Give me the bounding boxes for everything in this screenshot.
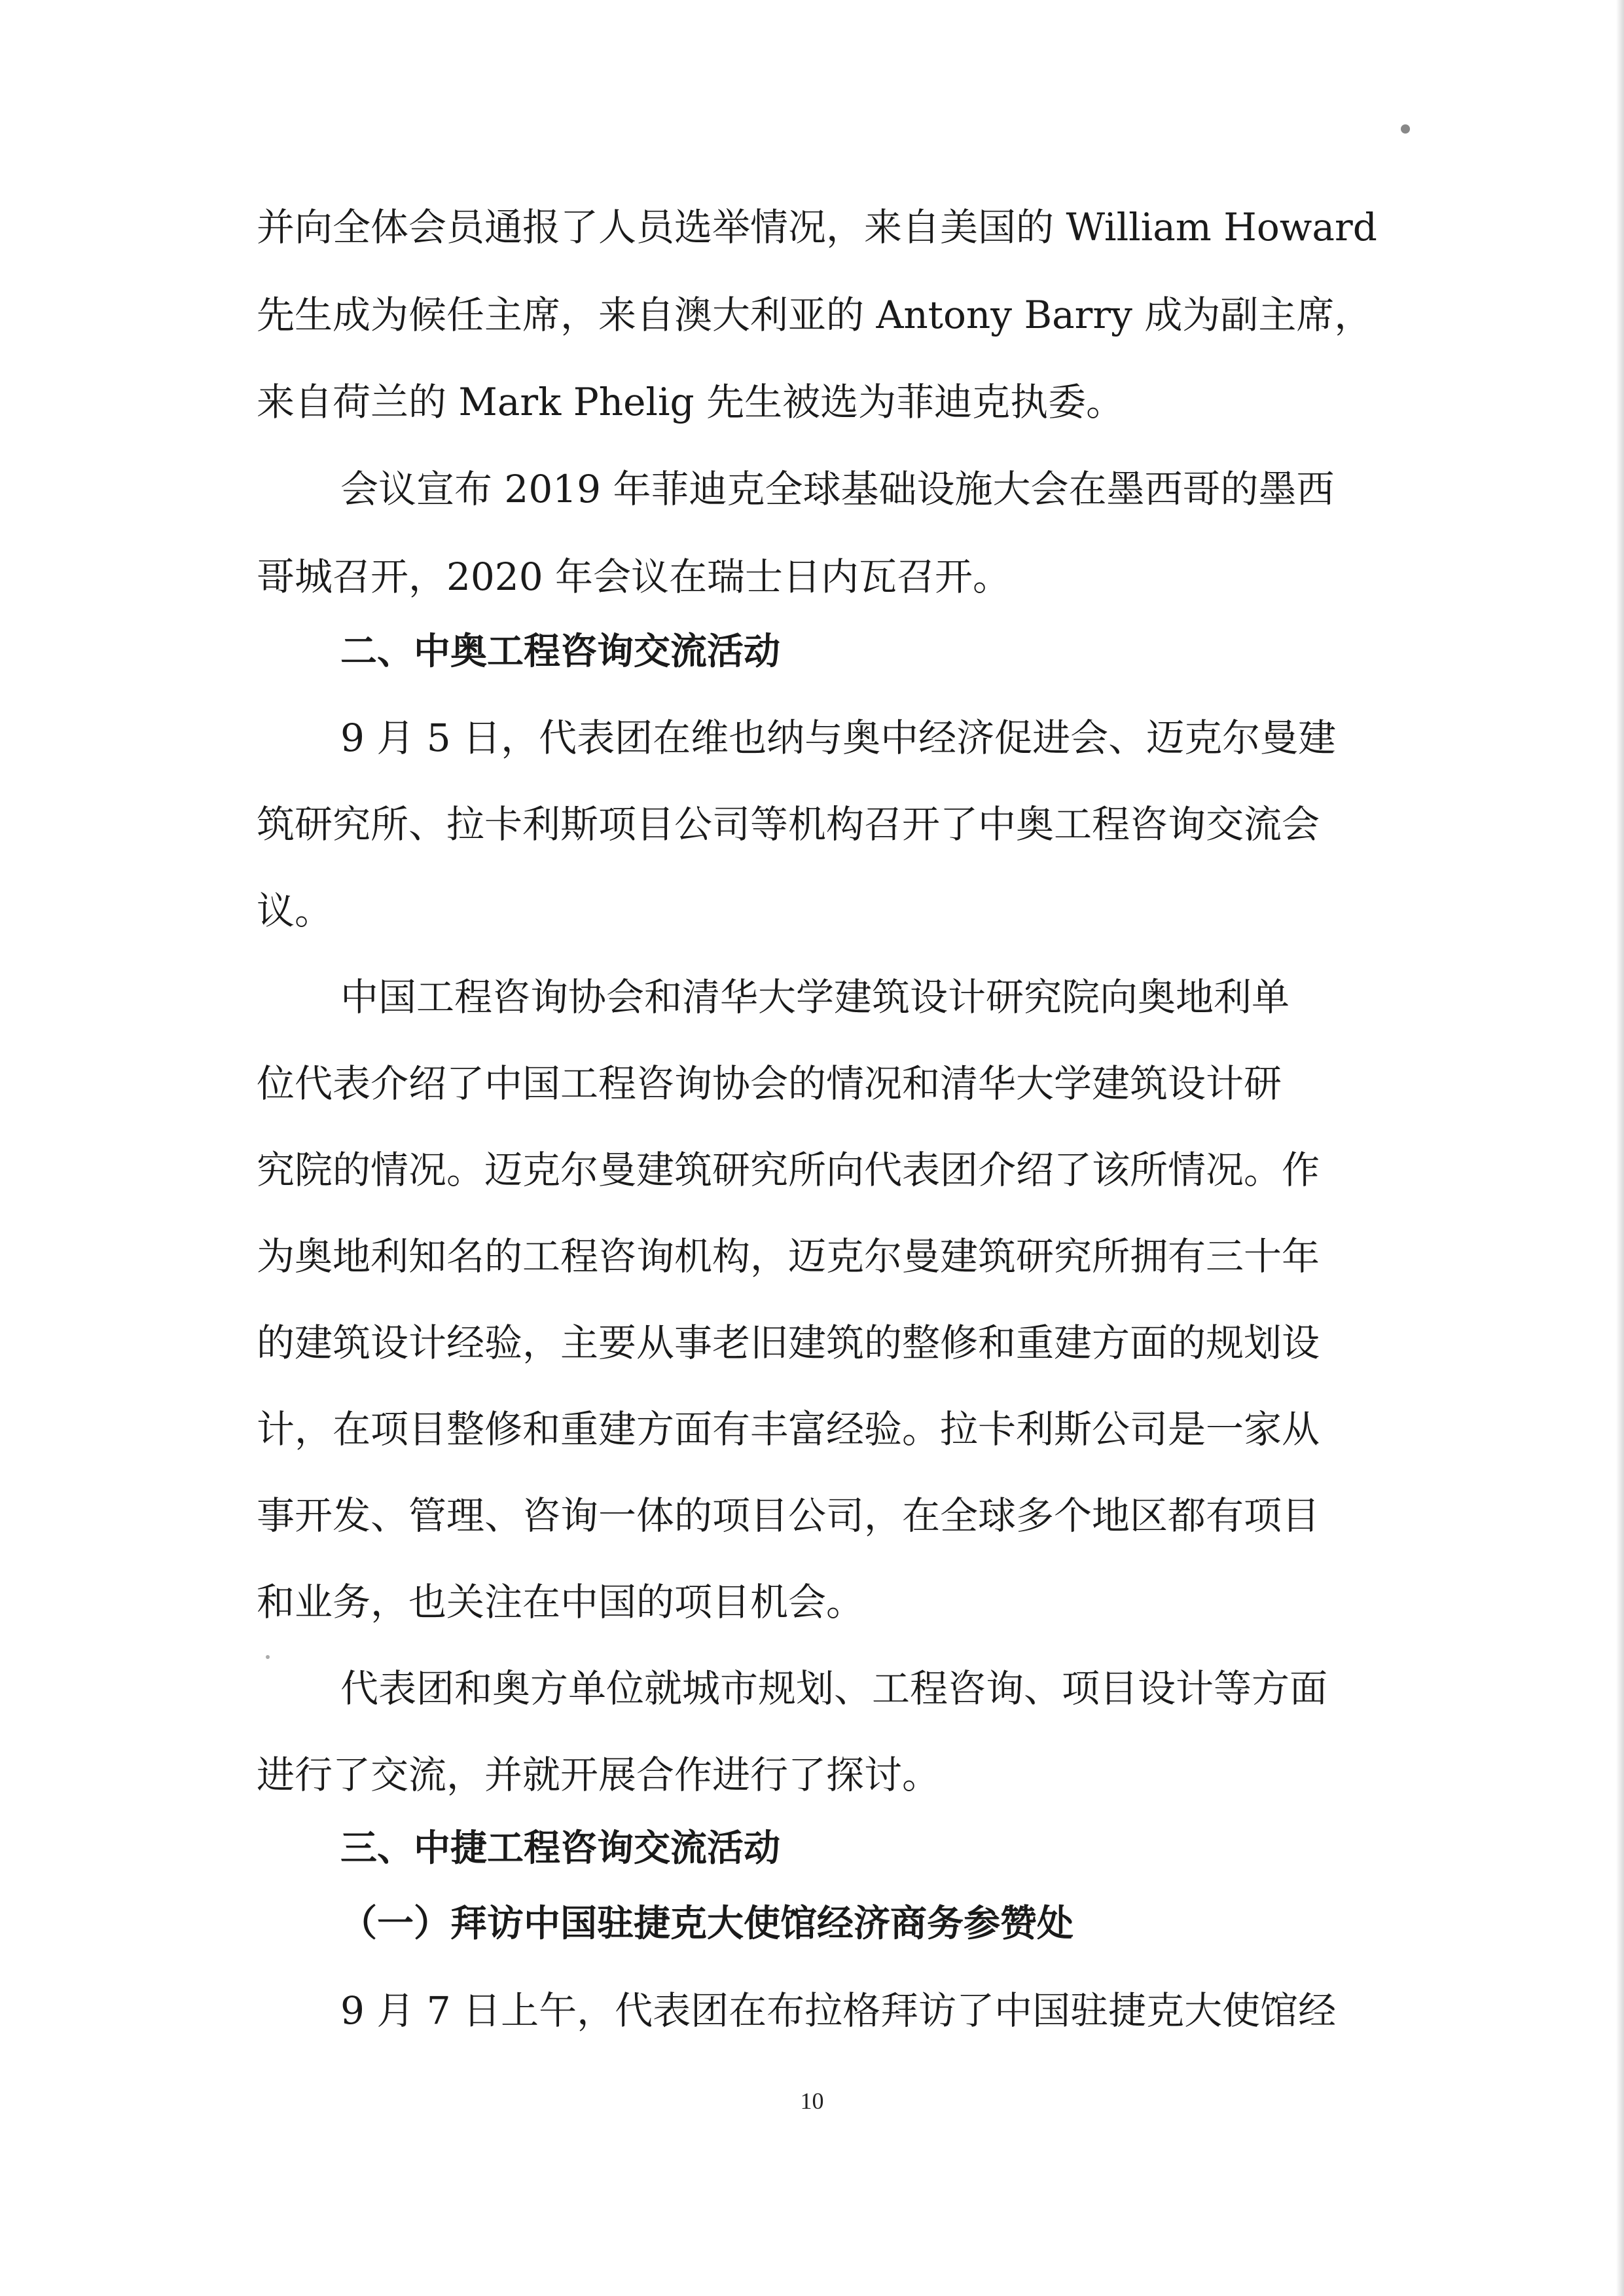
section-heading: 三、中捷工程咨询交流活动 <box>340 1827 780 1870</box>
subsection-heading: （一）拜访中国驻捷克大使馆经济商务参赞处 <box>340 1902 1074 1945</box>
text-line: 位代表介绍了中国工程咨询协会的情况和清华大学建筑设计研 <box>257 1061 1282 1106</box>
text-line: 和业务，也关注在中国的项目机会。 <box>257 1580 865 1624</box>
scan-speck <box>266 1655 270 1659</box>
text-line: 中国工程咨询协会和清华大学建筑设计研究院向奥地利单 <box>340 975 1290 1019</box>
text-line: 为奥地利知名的工程咨询机构，迈克尔曼建筑研究所拥有三十年 <box>257 1234 1320 1279</box>
scan-edge-shadow <box>1616 0 1624 2296</box>
text-line: 9 月 7 日上午，代表团在布拉格拜访了中国驻捷克大使馆经 <box>340 1988 1337 2033</box>
text-line: 会议宣布 2019 年菲迪克全球基础设施大会在墨西哥的墨西 <box>340 467 1335 511</box>
text-line: 事开发、管理、咨询一体的项目公司，在全球多个地区都有项目 <box>257 1493 1320 1538</box>
text-line: 计，在项目整修和重建方面有丰富经验。拉卡利斯公司是一家从 <box>257 1407 1320 1451</box>
text-line: 的建筑设计经验，主要从事老旧建筑的整修和重建方面的规划设 <box>257 1321 1320 1365</box>
text-line: 来自荷兰的 Mark Phelig 先生被选为菲迪克执委。 <box>257 380 1125 424</box>
text-line: 9 月 5 日，代表团在维也纳与奥中经济促进会、迈克尔曼建 <box>340 716 1337 760</box>
scan-speck <box>1401 124 1410 134</box>
page-number: 10 <box>800 2088 824 2114</box>
text-line: 究院的情况。迈克尔曼建筑研究所向代表团介绍了该所情况。作 <box>257 1148 1320 1192</box>
text-line: 筑研究所、拉卡利斯项目公司等机构召开了中奥工程咨询交流会 <box>257 802 1320 847</box>
section-heading: 二、中奥工程咨询交流活动 <box>340 630 780 673</box>
text-line: 进行了交流，并就开展合作进行了探讨。 <box>257 1753 941 1797</box>
text-line: 议。 <box>257 888 333 933</box>
text-line: 代表团和奥方单位就城市规划、工程咨询、项目设计等方面 <box>340 1666 1328 1711</box>
text-line: 并向全体会员通报了人员选举情况，来自美国的 William Howard <box>257 205 1377 249</box>
text-line: 哥城召开，2020 年会议在瑞士日内瓦召开。 <box>257 555 1011 599</box>
text-line: 先生成为候任主席，来自澳大利亚的 Antony Barry 成为副主席， <box>257 293 1373 337</box>
